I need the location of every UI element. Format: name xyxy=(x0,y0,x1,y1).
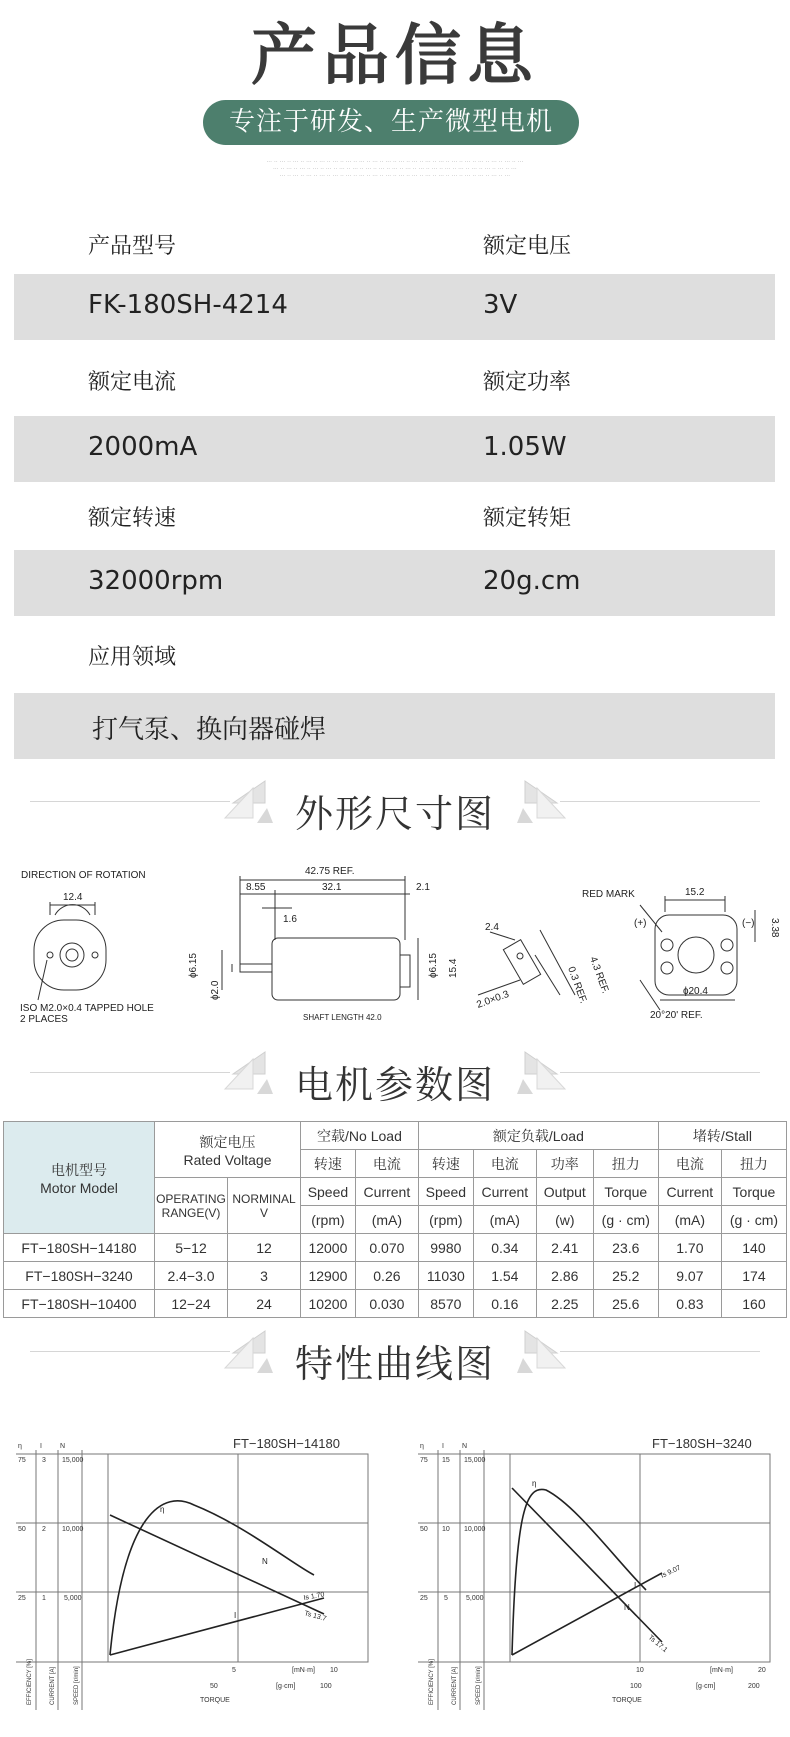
tapped-hole-label: ISO M2.0×0.4 TAPPED HOLE xyxy=(20,1003,154,1014)
col-header: 扭力 xyxy=(721,1150,786,1178)
svg-text:EFFICIENCY [%]: EFFICIENCY [%] xyxy=(429,1659,435,1705)
table-row: FT−180SH−10400 12−24 24 10200 0.030 8570 0.16 2.25 25.6 0.83 160 xyxy=(4,1290,787,1318)
svg-text:Is 9.07: Is 9.07 xyxy=(659,1564,682,1580)
svg-text:Ts 13.7: Ts 13.7 xyxy=(303,1610,328,1623)
application-label: 应用领域 xyxy=(88,645,177,670)
svg-text:N: N xyxy=(60,1443,66,1450)
page-title: 产品信息 xyxy=(251,17,539,94)
chart-title: FT−180SH−14180 xyxy=(233,1436,340,1451)
table-row: FT−180SH−3240 2.4−3.0 3 12900 0.26 11030 1.54 2.86 25.2 9.07 174 xyxy=(4,1262,787,1290)
svg-text:2: 2 xyxy=(42,1526,46,1533)
plus-label: (+) xyxy=(634,918,647,929)
load-header: 额定负载/Load xyxy=(418,1122,658,1150)
col-header: Speed xyxy=(301,1178,356,1206)
svg-text:5,000: 5,000 xyxy=(64,1595,82,1602)
section-heading-dimensions xyxy=(0,773,790,843)
svg-text:75: 75 xyxy=(18,1457,26,1464)
svg-text:SPEED [r/min]: SPEED [r/min] xyxy=(476,1666,482,1705)
svg-text:Ts 17.1: Ts 17.1 xyxy=(646,1634,669,1655)
unit-cell: (rpm) xyxy=(301,1206,356,1234)
characteristic-chart-3240 xyxy=(416,1430,776,1710)
power-label: 额定功率 xyxy=(483,370,572,395)
current-label: 额定电流 xyxy=(88,370,177,395)
svg-text:TORQUE: TORQUE xyxy=(200,1697,230,1704)
svg-text:20: 20 xyxy=(758,1667,766,1674)
section-heading-parameters xyxy=(0,1044,790,1114)
efficiency-curve xyxy=(110,1501,314,1655)
svg-text:10: 10 xyxy=(330,1667,338,1674)
svg-text:50: 50 xyxy=(18,1526,26,1533)
motor-parameters-table xyxy=(3,1121,787,1318)
svg-text:N: N xyxy=(462,1443,468,1450)
voltage-label: 额定电压 xyxy=(483,234,572,259)
unit-cell: (g · cm) xyxy=(721,1206,786,1234)
unit-cell: (g · cm) xyxy=(593,1206,658,1234)
dim-label: 12.4 xyxy=(63,892,83,903)
section-heading-curves xyxy=(0,1323,790,1393)
model-value: FK-180SH-4214 xyxy=(88,290,288,320)
dim-label: 2.0×0.3 xyxy=(475,988,511,1011)
svg-text:50: 50 xyxy=(420,1526,428,1533)
decorative-fine-print: ··· ·· ··· ·· ··· ·· ··· ·· ··· ·· ··· ·· ··· ·· ··· ·· ··· ·· ··· ·· ··· ·· ··· ·· ··· ·· ··· ·· ··· ·· ··· ·· ··· ·· ··· ·· ··· xyxy=(273,166,517,172)
dim-label: 4.3 REF. xyxy=(587,955,611,996)
unit-cell: (rpm) xyxy=(418,1206,473,1234)
col-header: Torque xyxy=(593,1178,658,1206)
dim-label: ɸ20.4 xyxy=(683,986,708,997)
col-header: Torque xyxy=(721,1178,786,1206)
svg-text:I: I xyxy=(40,1443,42,1450)
svg-text:[g·cm]: [g·cm] xyxy=(696,1683,716,1690)
svg-text:N: N xyxy=(262,1557,268,1566)
torque-label: 额定转矩 xyxy=(483,506,572,531)
unit-cell: (w) xyxy=(536,1206,593,1234)
dim-label: 15.4 xyxy=(448,958,459,978)
svg-text:1: 1 xyxy=(42,1595,46,1602)
svg-text:10: 10 xyxy=(442,1526,450,1533)
svg-text:10,000: 10,000 xyxy=(464,1526,486,1533)
dim-label: 2.1 xyxy=(416,882,430,893)
col-header: 转速 xyxy=(301,1150,356,1178)
svg-text:25: 25 xyxy=(420,1595,428,1602)
svg-text:100: 100 xyxy=(630,1683,642,1690)
section-title: 特性曲线图 xyxy=(294,1342,495,1386)
svg-text:15,000: 15,000 xyxy=(62,1457,84,1464)
svg-text:10: 10 xyxy=(636,1667,644,1674)
svg-text:[mN·m]: [mN·m] xyxy=(710,1667,733,1674)
col-header: 转速 xyxy=(418,1150,473,1178)
col-header: 电流 xyxy=(473,1150,536,1178)
dim-label: 3.38 xyxy=(769,918,780,938)
dim-label: ɸ2.0 xyxy=(210,980,221,1000)
operating-range-header: OPERATING RANGE(V) xyxy=(155,1178,228,1234)
svg-text:I: I xyxy=(442,1443,444,1450)
col-header: Speed xyxy=(418,1178,473,1206)
dim-label: ɸ6.15 xyxy=(428,953,439,978)
nominal-header: NORMINAL V xyxy=(228,1178,301,1234)
svg-text:CURRENT [A]: CURRENT [A] xyxy=(452,1666,458,1705)
svg-text:5: 5 xyxy=(444,1595,448,1602)
section-title: 外形尺寸图 xyxy=(294,792,495,836)
svg-text:TORQUE: TORQUE xyxy=(612,1697,642,1704)
model-label: 产品型号 xyxy=(88,234,177,259)
rotation-label: DIRECTION OF ROTATION xyxy=(21,870,146,881)
col-header: Current xyxy=(658,1178,721,1206)
dim-label: ɸ6.15 xyxy=(188,953,199,978)
decorative-fine-print: ··· ·· ··· ·· ··· ·· ··· ·· ··· ·· ··· ·· ··· ·· ··· ·· ··· ·· ··· ·· ··· ·· ··· ·· ··· ·· ··· ·· ··· ·· ··· ·· ··· ·· ··· ·· ··· ·· ··· xyxy=(266,159,524,165)
svg-text:50: 50 xyxy=(210,1683,218,1690)
section-title: 电机参数图 xyxy=(294,1063,495,1107)
col-header: 电流 xyxy=(355,1150,418,1178)
col-header: 电流 xyxy=(658,1150,721,1178)
svg-text:η: η xyxy=(160,1505,165,1514)
voltage-value: 3V xyxy=(483,290,518,320)
speed-line xyxy=(110,1515,324,1614)
model-header: 电机型号 Motor Model xyxy=(4,1122,155,1234)
dim-label: 42.75 REF. xyxy=(305,866,355,877)
unit-cell: (mA) xyxy=(355,1206,418,1234)
characteristic-chart-14180 xyxy=(14,1430,374,1710)
minus-label: (−) xyxy=(742,918,755,929)
svg-text:5: 5 xyxy=(232,1667,236,1674)
dim-label: 1.6 xyxy=(283,914,297,925)
rated-voltage-header: 额定电压 Rated Voltage xyxy=(155,1122,301,1178)
svg-text:15: 15 xyxy=(442,1457,450,1464)
dim-label: 8.55 xyxy=(246,882,266,893)
svg-text:10,000: 10,000 xyxy=(62,1526,84,1533)
svg-text:η: η xyxy=(532,1479,537,1488)
table-row: FT−180SH−14180 5−12 12 12000 0.070 9980 0.34 2.41 23.6 1.70 140 xyxy=(4,1234,787,1262)
col-header: 功率 xyxy=(536,1150,593,1178)
dim-label: 15.2 xyxy=(685,887,705,898)
application-value: 打气泵、换向器碰焊 xyxy=(92,715,327,745)
current-line xyxy=(110,1598,324,1655)
torque-value: 20g.cm xyxy=(483,566,581,596)
unit-cell: (mA) xyxy=(473,1206,536,1234)
svg-text:[mN·m]: [mN·m] xyxy=(292,1667,315,1674)
svg-text:EFFICIENCY [%]: EFFICIENCY [%] xyxy=(27,1659,33,1705)
noload-header: 空载/No Load xyxy=(301,1122,419,1150)
chart-title: FT−180SH−3240 xyxy=(652,1436,752,1451)
speed-value: 32000rpm xyxy=(88,566,224,596)
decorative-fine-print: ··· ·· ··· ·· ··· ·· ··· ·· ··· ·· ··· ·· ··· ·· ··· ·· ··· ·· ··· ·· ··· ·· ··· ·· ··· ·· ··· ·· ··· ·· ··· ·· ··· ·· ··· xyxy=(279,173,511,179)
speed-label: 额定转速 xyxy=(88,506,177,531)
dim-label: 32.1 xyxy=(322,882,342,893)
current-value: 2000mA xyxy=(88,432,198,462)
svg-text:SPEED [r/min]: SPEED [r/min] xyxy=(74,1666,80,1705)
svg-text:I: I xyxy=(634,1581,637,1590)
col-header: Current xyxy=(473,1178,536,1206)
svg-text:25: 25 xyxy=(18,1595,26,1602)
power-value: 1.05W xyxy=(483,432,567,462)
svg-text:5,000: 5,000 xyxy=(466,1595,484,1602)
svg-text:Is 1.70: Is 1.70 xyxy=(303,1591,326,1602)
svg-text:η: η xyxy=(420,1443,424,1450)
stall-header: 堵转/Stall xyxy=(658,1122,786,1150)
svg-text:15,000: 15,000 xyxy=(464,1457,486,1464)
dimension-drawing xyxy=(0,860,790,1030)
svg-text:75: 75 xyxy=(420,1457,428,1464)
svg-text:3: 3 xyxy=(42,1457,46,1464)
svg-text:η: η xyxy=(18,1443,22,1450)
svg-text:I: I xyxy=(234,1611,237,1620)
svg-text:CURRENT [A]: CURRENT [A] xyxy=(50,1666,56,1705)
unit-cell: (mA) xyxy=(658,1206,721,1234)
dim-label: 2.4 xyxy=(485,922,499,933)
angle-label: 20°20' REF. xyxy=(650,1010,703,1021)
col-header: Current xyxy=(355,1178,418,1206)
slogan-badge: 专注于研发、生产微型电机 xyxy=(203,100,579,145)
svg-text:200: 200 xyxy=(748,1683,760,1690)
dim-label: 0.3 REF. xyxy=(565,965,589,1006)
col-header: Output xyxy=(536,1178,593,1206)
svg-text:[g·cm]: [g·cm] xyxy=(276,1683,296,1690)
efficiency-curve xyxy=(512,1489,646,1655)
places-label: 2 PLACES xyxy=(20,1014,68,1025)
shaft-length-label: SHAFT LENGTH 42.0 xyxy=(303,1013,382,1022)
svg-text:N: N xyxy=(624,1603,630,1612)
col-header: 扭力 xyxy=(593,1150,658,1178)
red-mark-label: RED MARK xyxy=(582,889,635,900)
svg-text:100: 100 xyxy=(320,1683,332,1690)
